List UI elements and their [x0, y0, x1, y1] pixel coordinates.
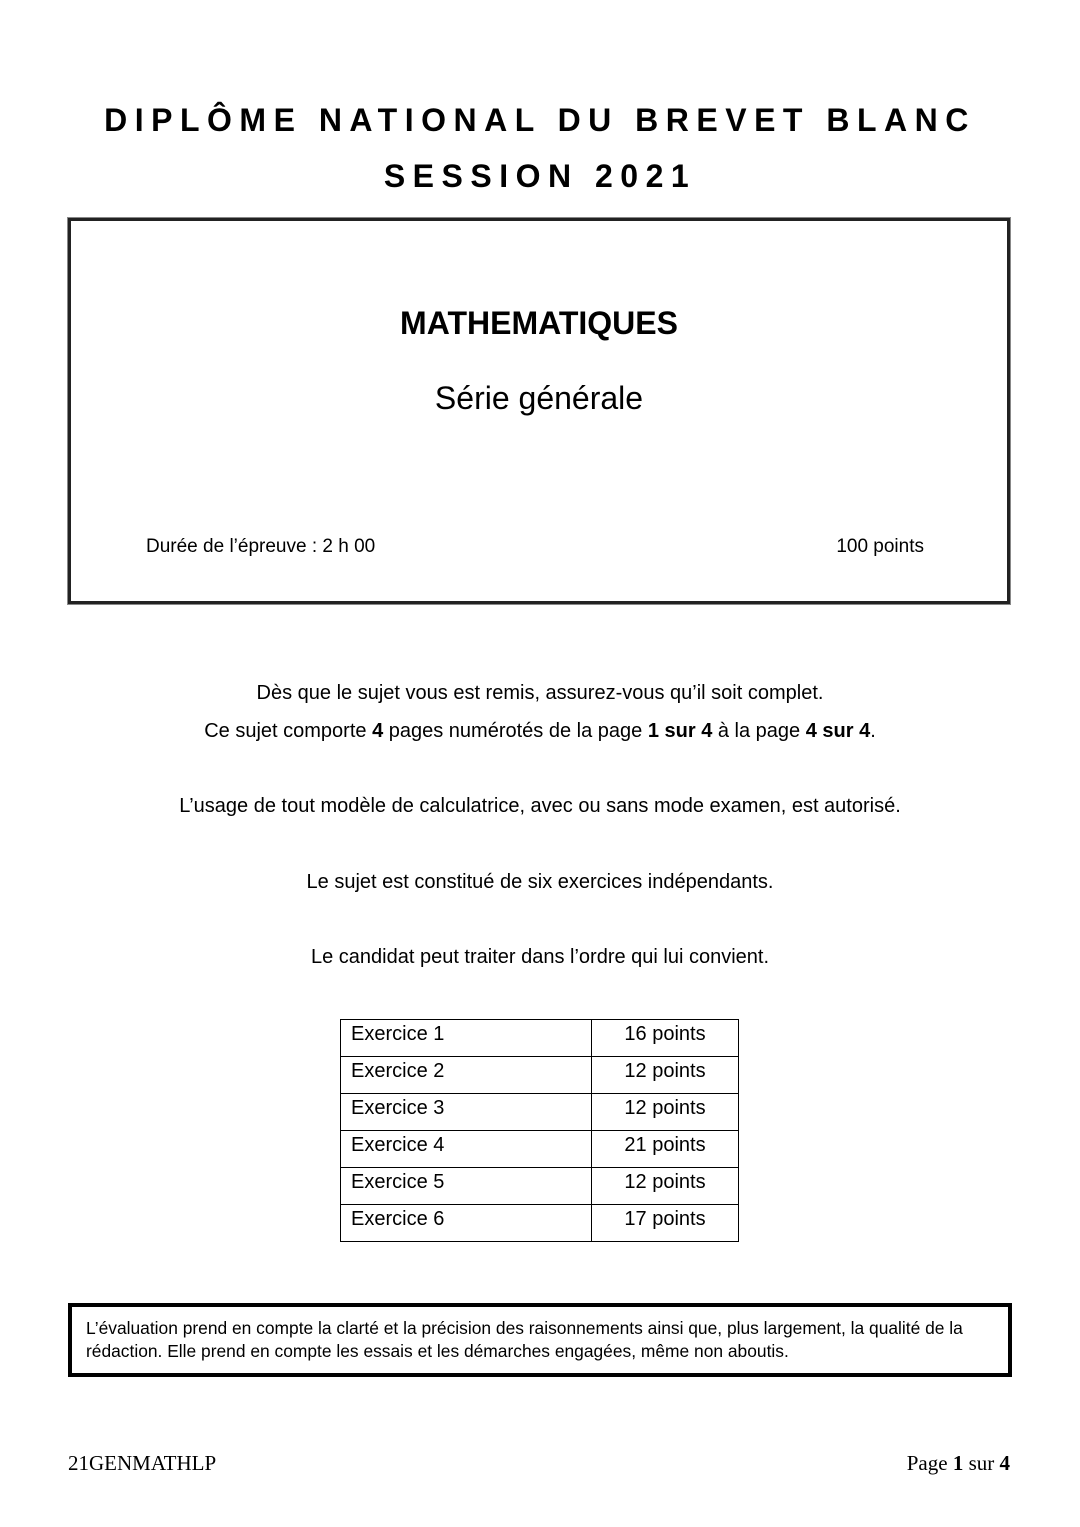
text: Page	[906, 1451, 953, 1475]
exercise-name: Exercice 2	[341, 1057, 592, 1094]
exercise-points: 21 points	[592, 1131, 739, 1168]
table-row	[341, 1020, 739, 1057]
page-number	[907, 1451, 1010, 1476]
exam-session: SESSION 2021	[383, 158, 697, 194]
table-row	[341, 1168, 739, 1205]
subject-title: MATHEMATIQUES	[400, 305, 678, 341]
exercise-name: Exercice 3	[341, 1094, 592, 1131]
instruction-complete: Dès que le sujet vous est remis, assurez-vous qu’il soit complet.	[256, 682, 824, 704]
exercise-points: 12 points	[592, 1168, 739, 1205]
exercise-name: Exercice 6	[341, 1205, 592, 1242]
exercise-name: Exercice 4	[341, 1131, 592, 1168]
page-count: 4	[372, 720, 384, 742]
subject-box	[68, 218, 1010, 604]
instruction-calculator: L’usage de tout modèle de calculatrice, avec ou sans mode examen, est autorisé.	[179, 795, 901, 817]
duration-label: Durée de l’épreuve : 2 h 00	[146, 536, 376, 557]
series-label: Série générale	[434, 380, 644, 416]
table-row	[341, 1094, 739, 1131]
exercise-points: 12 points	[592, 1057, 739, 1094]
evaluation-note: L’évaluation prend en compte la clarté et la précision des raisonnements ainsi que, plus largement, la qualité de la rédaction. Elle prend en compte les essais et les démarches engagées, même non aboutis.	[68, 1303, 1012, 1377]
text: .	[870, 720, 876, 742]
exam-title: DIPLÔME NATIONAL DU BREVET BLANC	[104, 102, 976, 138]
instruction-order: Le candidat peut traiter dans l’ordre qui lui convient.	[310, 946, 770, 968]
text: pages numérotés de la page	[383, 720, 648, 742]
text: Ce sujet comporte	[204, 720, 373, 742]
table-row	[341, 1057, 739, 1094]
exercise-points-table	[340, 1019, 739, 1242]
last-page: 4 sur 4	[805, 720, 871, 742]
total-pages: 4	[999, 1451, 1010, 1475]
text: sur	[963, 1451, 1000, 1475]
exercise-points: 17 points	[592, 1205, 739, 1242]
total-points: 100 points	[836, 536, 924, 557]
instruction-exercises: Le sujet est constitué de six exercices indépendants.	[306, 871, 774, 893]
exercise-points: 12 points	[592, 1094, 739, 1131]
table-row	[341, 1205, 739, 1242]
exercise-name: Exercice 5	[341, 1168, 592, 1205]
text: à la page	[712, 720, 806, 742]
first-page: 1 sur 4	[647, 720, 713, 742]
table-row	[341, 1131, 739, 1168]
exercise-points: 16 points	[592, 1020, 739, 1057]
current-page: 1	[952, 1451, 964, 1475]
exercise-name: Exercice 1	[341, 1020, 592, 1057]
document-code: 21GENMATHLP	[68, 1451, 217, 1475]
instruction-pages	[0, 720, 1080, 743]
